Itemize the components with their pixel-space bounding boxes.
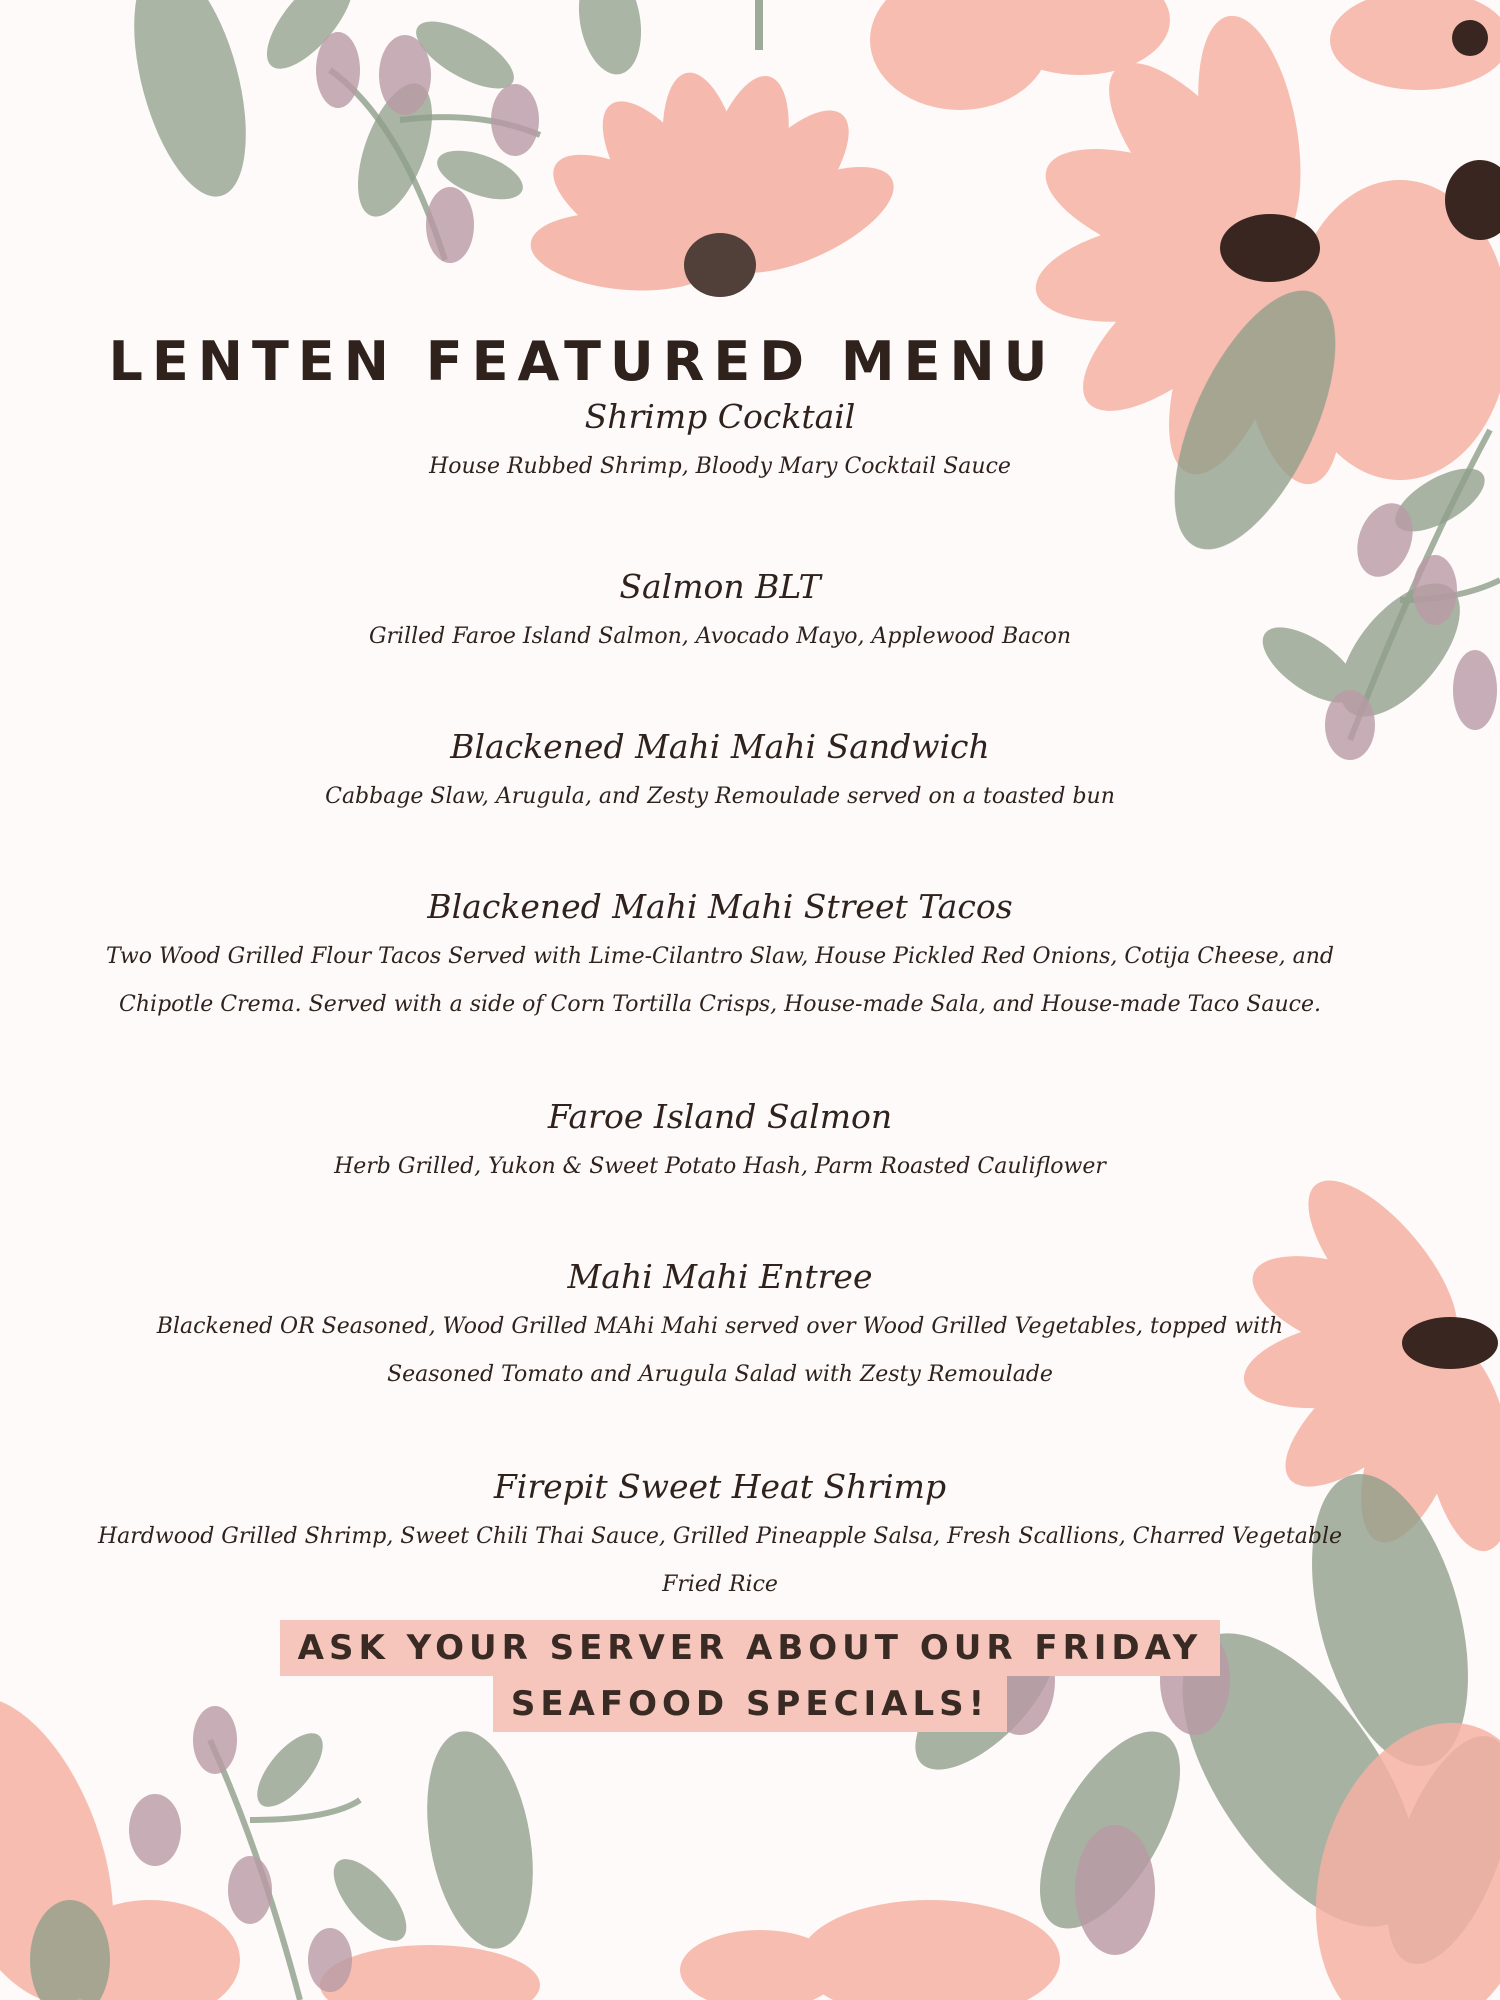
item-name: Mahi Mahi Entree xyxy=(567,1257,873,1296)
item-description: Herb Grilled, Yukon & Sweet Potato Hash, Parm Roasted Cauliflower xyxy=(334,1154,1106,1179)
menu-item xyxy=(70,725,1370,821)
menu-item xyxy=(70,1095,1370,1191)
item-description: Cabbage Slaw, Arugula, and Zesty Remoulade served on a toasted bun xyxy=(325,784,1115,809)
menu-item xyxy=(70,565,1370,661)
top-center-flower xyxy=(527,0,908,298)
item-description: Two Wood Grilled Flour Tacos Served with Lime-Cilantro Slaw, House Pickled Red Onions, Cotija Cheese, and Chipotle Crema. Served with a side of Corn Tortilla Crisps, House-made Sala, and House-made Taco Sauce. xyxy=(106,944,1334,1017)
friday-specials-callout xyxy=(0,1620,1500,1732)
item-description: Blackened OR Seasoned, Wood Grilled MAhi Mahi served over Wood Grilled Vegetables, topped with Seasoned Tomato and Arugula Salad with Zesty Remoulade xyxy=(156,1314,1284,1387)
item-name: Salmon BLT xyxy=(619,567,821,606)
item-name: Blackened Mahi Mahi Sandwich xyxy=(450,727,990,766)
callout-line-1: ASK YOUR SERVER ABOUT OUR FRIDAY xyxy=(280,1620,1221,1676)
item-name: Blackened Mahi Mahi Street Tacos xyxy=(427,887,1013,926)
item-name: Shrimp Cocktail xyxy=(584,397,856,436)
item-name: Faroe Island Salmon xyxy=(547,1097,893,1136)
item-description: Hardwood Grilled Shrimp, Sweet Chili Thai Sauce, Grilled Pineapple Salsa, Fresh Scallions, Charred Vegetable Fried Rice xyxy=(97,1524,1343,1597)
menu-title: LENTEN FEATURED MENU xyxy=(108,330,1057,393)
menu-item xyxy=(70,1255,1370,1399)
callout-line-2: SEAFOOD SPECIALS! xyxy=(493,1676,1007,1732)
menu-item xyxy=(70,395,1370,491)
item-description: Grilled Faroe Island Salmon, Avocado Mayo, Applewood Bacon xyxy=(368,624,1072,649)
item-description: House Rubbed Shrimp, Bloody Mary Cocktail Sauce xyxy=(429,454,1011,479)
menu-item xyxy=(70,1465,1370,1609)
item-name: Firepit Sweet Heat Shrimp xyxy=(493,1467,947,1506)
menu-item xyxy=(70,885,1370,1029)
